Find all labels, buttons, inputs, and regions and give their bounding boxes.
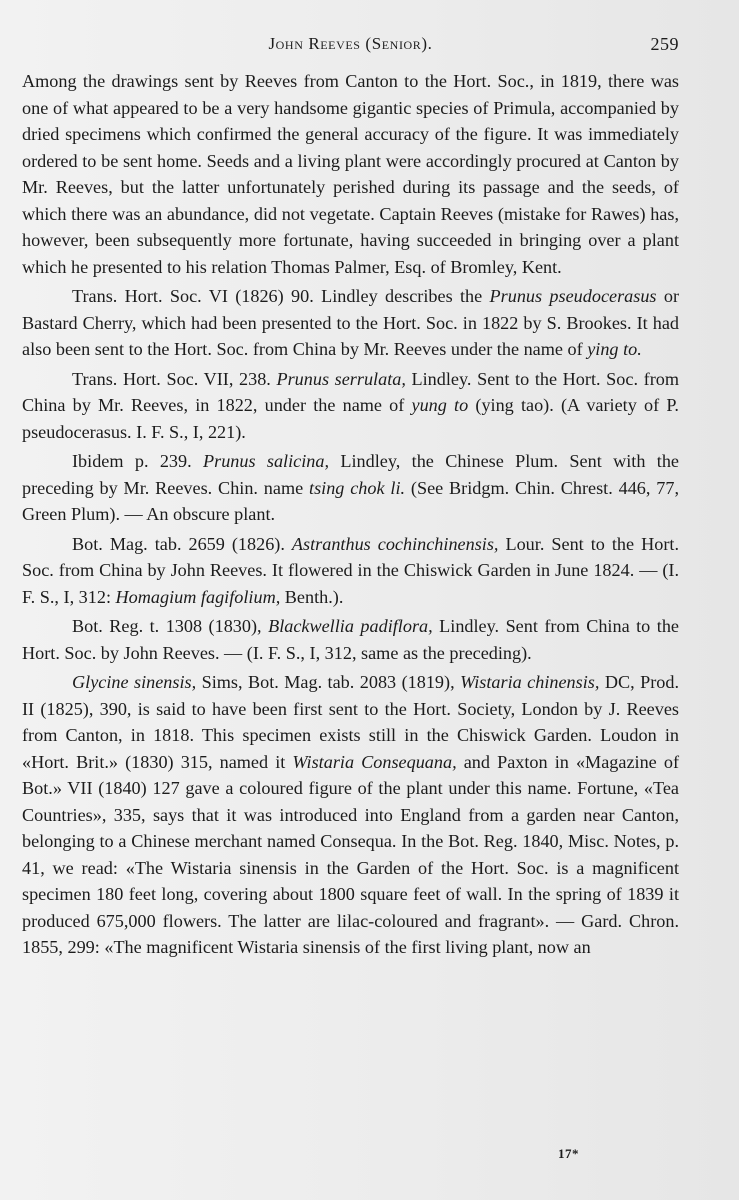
text-run: (See Bridgm. Chin. Chrest. 446, 77, Green Plum). — An obscure plant. [22,477,680,524]
paragraph [22,366,679,446]
text-run: Trans. Hort. Soc. VII, 238. [72,368,277,389]
italic-term: tsing chok li. [309,477,406,498]
signature-mark: 17* [558,1146,579,1161]
text-run: or Bastard Cherry, which had been presented to the Hort. Soc. in 1822 by S. Brookes. It had also been sent to the Hort. Soc. from China by Mr. Reeves under the name of [22,286,679,359]
italic-term: Blackwellia padiflora, [268,616,433,636]
paragraph [22,283,679,363]
text-run: DC, Prod. II (1825), 390, is said to have been first sent to the Hort. Society, London by J. Reeves from Canton, in 1818. This specimen exists still in the Chiswick Garden. Loudon in «Hort. Brit.» (1830) 315, named it [22,672,679,772]
text-run: and Paxton in «Magazine of Bot.» VII (1840) 127 gave a coloured figure of the plant under this name. Fortune, «Tea Countries», 335, says that it was introduced into England from a garden near Canton, belonging to a Chinese merchant named Consequa. In the Bot. Reg. 1840, Misc. Notes, p. 41, we read: «The Wistaria sinensis in the Garden of the Hort. Soc. is a magnificent specimen 180 feet long, covering about 1800 square feet of wall. In the spring of 1839 it produced 675,000 flowers. The latter are lilac-coloured and fragrant». — Gard. Chron. 1855, 299: «The magnificent Wistaria sinensis of the first living plant, now an [22,751,679,957]
italic-term: Wistaria chinensis, [460,672,600,692]
running-head [22,28,679,58]
page-number: 259 [650,34,679,54]
italic-term: Glycine sinensis, [72,672,197,692]
text-run: (ying tao). (A variety of P. pseudocerasus. I. F. S., I, 221). [22,395,679,442]
italic-term: ying to. [587,339,642,359]
paragraph [22,448,679,528]
text-run: Lindley. Sent from China to the Hort. Soc. by John Reeves. — (I. F. S., I, 312, same as the preceding). [22,616,679,663]
paragraph [22,68,679,280]
body-text [22,68,679,961]
paragraph [22,531,679,611]
italic-term: yung to [411,395,469,415]
italic-term: Prunus pseudocerasus [489,286,657,306]
text-run: Ibidem p. 239. [72,451,203,471]
italic-term: Homagium fagifolium, [115,586,281,607]
text-run: Bot. Reg. t. 1308 (1830), [72,616,269,636]
italic-term: Prunus salicina, [203,451,330,471]
paragraph [22,613,679,666]
text-run: Lindley. Sent to the Hort. Soc. from China by Mr. Reeves, in 1822, under the name of [22,368,679,415]
text-run: Sims, Bot. Mag. tab. 2083 (1819), [196,672,461,692]
text-run: Bot. Mag. tab. 2659 (1826). [72,533,292,554]
text-run: Among the drawings sent by Reeves from Canton to the Hort. Soc., in 1819, there was one of what appeared to be a very handsome gigantic species of Primula, accompanied by dried specimens which confirmed the general accuracy of the figure. It was immediately ordered to be sent home. Seeds and a living plant were accordingly procured at Canton by Mr. Reeves, but the latter unfortunately perished during its passage and the seeds, of which there was an abundance, did not vegetate. Captain Reeves (mistake for Rawes) has, however, been subsequently more fortunate, having succeeded in bringing over a plant which he presented to his relation Thomas Palmer, Esq. of Bromley, Kent. [22,71,679,277]
text-run: Lour. Sent to the Hort. Soc. from China by John Reeves. It flowered in the Chiswick Garden in June 1824. — (I. F. S., I, 312: [22,533,679,607]
text-run: Benth.). [280,586,344,607]
italic-term: Astranthus cochinchinensis, [291,533,499,554]
text-run: Trans. Hort. Soc. VI (1826) 90. Lindley describes the [72,286,490,306]
running-title: John Reeves (Senior). [268,34,433,53]
paragraph [22,669,679,961]
text-run: Lindley, the Chinese Plum. Sent with the preceding by Mr. Reeves. Chin. name [22,451,679,498]
italic-term: Prunus serrulata, [276,368,406,389]
italic-term: Wistaria Consequana, [292,751,457,772]
